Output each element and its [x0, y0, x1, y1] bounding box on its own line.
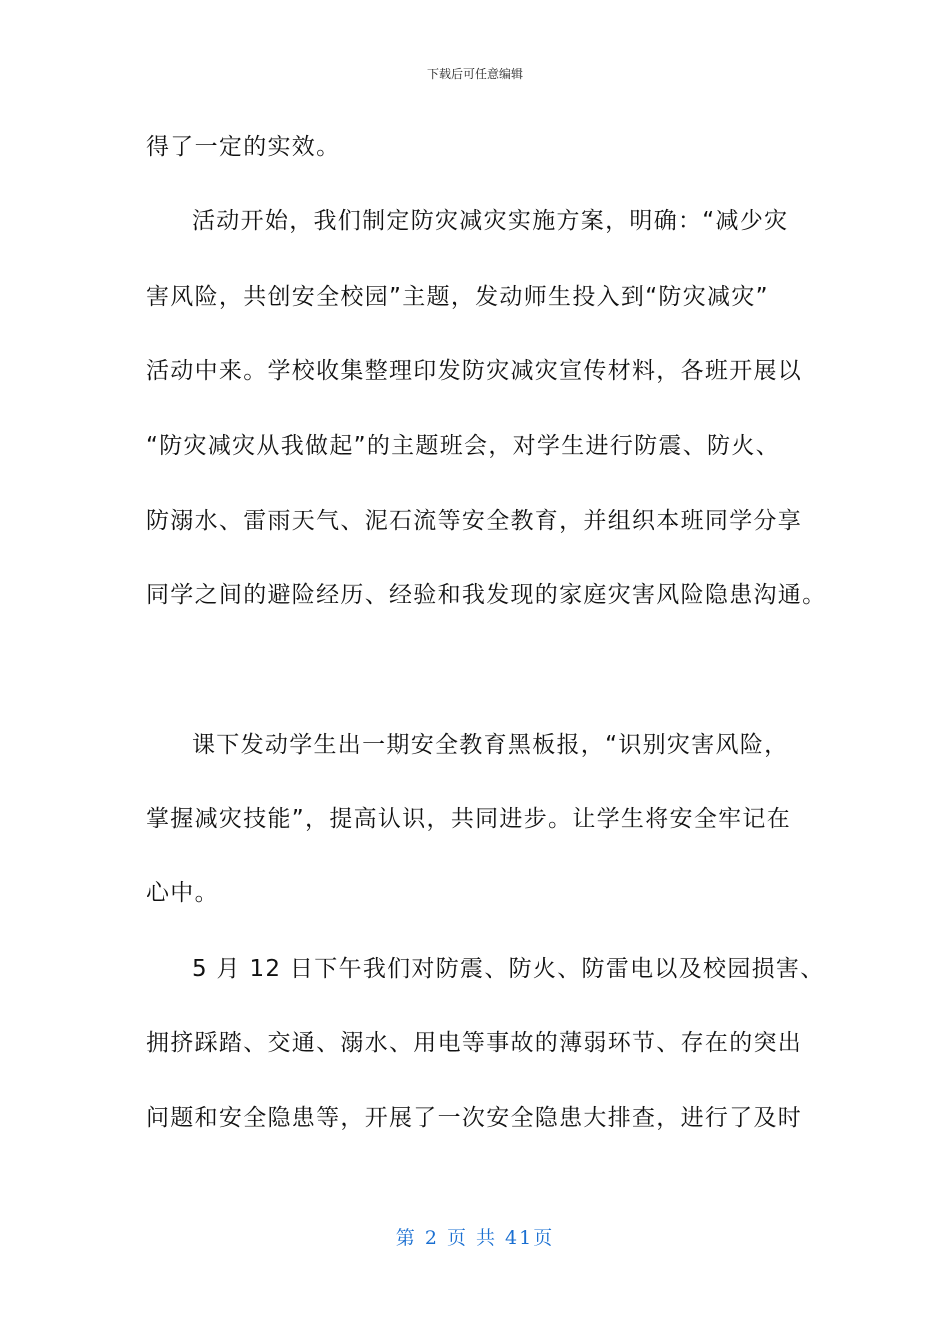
text-line: 防溺水、雷雨天气、泥石流等安全教育，并组织本班同学分享	[146, 508, 803, 534]
page-number: 第 2 页 共 41页	[395, 1227, 555, 1249]
text-line: 5 月 12 日下午我们对防震、防火、防雷电以及校园损害、	[192, 956, 825, 982]
text-line: 活动中来。学校收集整理印发防灾减灾宣传材料，各班开展以	[146, 358, 803, 384]
text-line: 掌握减灾技能”，提高认识，共同进步。让学生将安全牢记在	[146, 806, 792, 832]
text-line: 害风险，共创安全校园”主题，发动师生投入到“防灾减灾”	[146, 284, 769, 310]
text-line: 课下发动学生出一期安全教育黑板报，“识别灾害风险，	[192, 732, 789, 758]
page-header: 下载后可任意编辑	[426, 67, 523, 81]
text-line: 心中。	[146, 880, 219, 906]
text-line: 同学之间的避险经历、经验和我发现的家庭灾害风险隐患沟通。	[146, 582, 827, 608]
text-line: 问题和安全隐患等，开展了一次安全隐患大排查，进行了及时	[146, 1105, 803, 1131]
text-line: 得了一定的实效。	[146, 134, 341, 160]
text-line: 拥挤踩踏、交通、溺水、用电等事故的薄弱环节、存在的突出	[146, 1030, 803, 1056]
text-line: 活动开始，我们制定防灾减灾实施方案，明确：“减少灾	[192, 208, 789, 234]
text-line: “防灾减灾从我做起”的主题班会，对学生进行防震、防火、	[146, 433, 780, 459]
